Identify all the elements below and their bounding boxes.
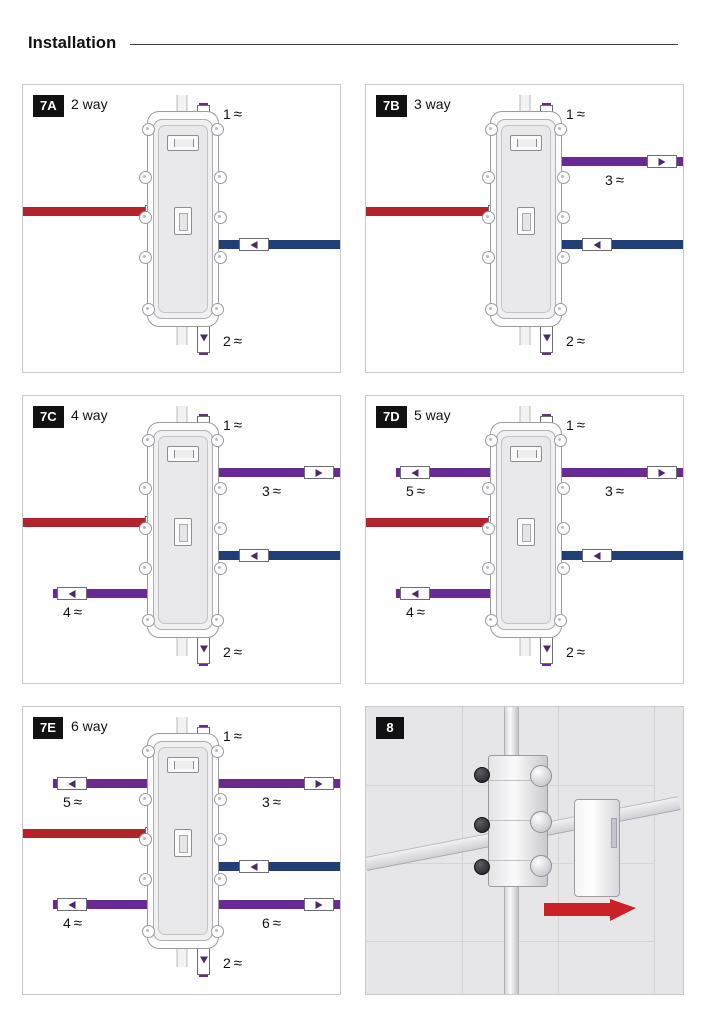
label-port-6-number: 6 — [262, 915, 270, 931]
panel-7a — [22, 84, 341, 373]
label-port-2-number: 2 — [566, 333, 574, 349]
label-port-4 — [63, 916, 81, 931]
panel-caption: 4 way — [71, 407, 108, 423]
label-port-1-number: 1 — [223, 728, 231, 744]
valve-cartridge — [510, 446, 542, 462]
mount-lug — [214, 873, 227, 886]
test-plug — [474, 767, 490, 783]
label-port-2-number: 2 — [223, 644, 231, 660]
wall-tile — [366, 941, 463, 995]
wave-icon: ≈ — [416, 604, 425, 621]
valve-knob — [174, 518, 192, 546]
arrow-outlet-6 — [304, 898, 334, 911]
valve-knob — [517, 207, 535, 235]
mount-lug — [485, 614, 498, 627]
mount-lug — [554, 123, 567, 136]
label-port-1 — [223, 107, 241, 122]
mount-lug — [214, 793, 227, 806]
outlet-port — [530, 855, 552, 877]
panel-row-1 — [22, 84, 684, 373]
panel-badge: 7E — [33, 717, 63, 739]
mount-lug — [557, 211, 570, 224]
valve-knob — [517, 518, 535, 546]
label-port-3-number: 3 — [605, 483, 613, 499]
mount-lug — [214, 251, 227, 264]
label-port-1-number: 1 — [566, 417, 574, 433]
pipe-cold-inlet — [219, 862, 341, 871]
arrow-left-icon — [69, 590, 76, 598]
valve-knob — [174, 829, 192, 857]
wave-icon: ≈ — [576, 106, 585, 123]
label-port-6 — [262, 916, 280, 931]
mount-lug — [482, 482, 495, 495]
arrow-outlet-4 — [57, 587, 87, 600]
wave-icon: ≈ — [576, 333, 585, 350]
panel-badge: 7B — [376, 95, 407, 117]
label-port-3 — [605, 173, 623, 188]
wave-icon: ≈ — [272, 915, 281, 932]
wave-icon: ≈ — [233, 644, 242, 661]
panel-badge: 7D — [376, 406, 407, 428]
label-port-2 — [223, 956, 241, 971]
arrow-outlet-3 — [304, 466, 334, 479]
label-port-1-number: 1 — [566, 106, 574, 122]
arrow-down-icon — [200, 335, 208, 342]
mount-lug — [482, 171, 495, 184]
mount-lug — [142, 123, 155, 136]
mount-lug — [139, 522, 152, 535]
arrow-outlet-3 — [647, 155, 677, 168]
mount-lug — [557, 482, 570, 495]
mount-lug — [482, 522, 495, 535]
arrow-left-icon — [251, 241, 258, 249]
mount-lug — [482, 562, 495, 575]
panel-badge: 7A — [33, 95, 64, 117]
valve-body — [139, 111, 225, 327]
wave-icon: ≈ — [615, 483, 624, 500]
label-port-4 — [63, 605, 81, 620]
wave-icon: ≈ — [73, 794, 82, 811]
mount-lug — [139, 211, 152, 224]
label-port-2 — [566, 645, 584, 660]
mount-lug — [554, 614, 567, 627]
cover-plate — [574, 799, 620, 897]
mount-lug — [142, 925, 155, 938]
label-port-3 — [605, 484, 623, 499]
valve-cartridge — [167, 135, 199, 151]
label-port-3-number: 3 — [605, 172, 613, 188]
arrow-down-icon — [200, 957, 208, 964]
page-title: Installation — [28, 33, 117, 52]
panel-7c — [22, 395, 341, 684]
mount-lug — [557, 251, 570, 264]
arrow-right-icon — [316, 780, 323, 788]
arrow-outlet-2 — [197, 945, 210, 975]
label-port-4 — [406, 605, 424, 620]
wall-tile — [558, 707, 655, 786]
label-port-4-number: 4 — [406, 604, 414, 620]
label-port-1 — [566, 418, 584, 433]
panel-row-2 — [22, 395, 684, 684]
label-port-3 — [262, 484, 280, 499]
arrow-left-icon — [251, 552, 258, 560]
panel-caption: 3 way — [414, 96, 451, 112]
label-port-5-number: 5 — [406, 483, 414, 499]
wave-icon: ≈ — [73, 915, 82, 932]
wave-icon: ≈ — [73, 604, 82, 621]
arrow-outlet-4 — [400, 587, 430, 600]
wave-icon: ≈ — [272, 794, 281, 811]
mount-lug — [485, 123, 498, 136]
mount-lug — [482, 211, 495, 224]
pipe-cold-inlet — [562, 551, 684, 560]
arrow-outlet-5 — [400, 466, 430, 479]
label-port-2 — [223, 645, 241, 660]
label-port-2-number: 2 — [566, 644, 574, 660]
wave-icon: ≈ — [233, 955, 242, 972]
panel-row-3 — [22, 706, 684, 995]
label-port-2-number: 2 — [223, 955, 231, 971]
panel-caption: 2 way — [71, 96, 108, 112]
mount-lug — [139, 482, 152, 495]
wave-icon: ≈ — [233, 417, 242, 434]
panel-grid — [22, 84, 684, 1017]
arrow-outlet-4 — [57, 898, 87, 911]
arrow-left-icon — [69, 780, 76, 788]
outlet-port — [530, 811, 552, 833]
wave-icon: ≈ — [233, 106, 242, 123]
mount-lug — [485, 303, 498, 316]
mount-lug — [211, 614, 224, 627]
wave-icon: ≈ — [233, 333, 242, 350]
wave-icon: ≈ — [576, 644, 585, 661]
valve-cartridge — [510, 135, 542, 151]
mount-lug — [554, 303, 567, 316]
arrow-outlet-2 — [540, 323, 553, 353]
wave-icon: ≈ — [233, 728, 242, 745]
panel-7b — [365, 84, 684, 373]
direction-arrow-icon — [544, 899, 636, 925]
arrow-right-icon — [316, 469, 323, 477]
label-port-5 — [63, 795, 81, 810]
panel-7e — [22, 706, 341, 995]
arrow-outlet-3 — [304, 777, 334, 790]
label-port-2 — [566, 334, 584, 349]
arrow-right-icon — [316, 901, 323, 909]
mount-lug — [214, 211, 227, 224]
arrow-cold-inlet — [239, 860, 269, 873]
mount-lug — [211, 745, 224, 758]
wall-tile — [366, 863, 463, 942]
label-port-1-number: 1 — [223, 106, 231, 122]
mount-lug — [214, 833, 227, 846]
arrow-right-icon — [659, 469, 666, 477]
arrow-down-icon — [543, 335, 551, 342]
mount-lug — [214, 522, 227, 535]
label-port-4-number: 4 — [63, 604, 71, 620]
arrow-outlet-2 — [197, 634, 210, 664]
header-divider — [130, 44, 678, 45]
arrow-cold-inlet — [582, 238, 612, 251]
wall-tile — [558, 941, 655, 995]
wave-icon: ≈ — [615, 172, 624, 189]
mount-lug — [211, 925, 224, 938]
arrow-outlet-2 — [197, 323, 210, 353]
pipe-cold-inlet — [219, 240, 341, 249]
mount-lug — [139, 873, 152, 886]
arrow-left-icon — [412, 590, 419, 598]
panel-caption: 5 way — [414, 407, 451, 423]
valve-body — [482, 111, 568, 327]
outlet-port — [530, 765, 552, 787]
pipe-cold-inlet — [219, 551, 341, 560]
label-port-3-number: 3 — [262, 483, 270, 499]
label-port-3 — [262, 795, 280, 810]
pipe-cold-inlet — [562, 240, 684, 249]
mount-lug — [139, 171, 152, 184]
label-port-1 — [223, 729, 241, 744]
mount-lug — [211, 303, 224, 316]
arrow-left-icon — [251, 863, 258, 871]
valve-knob — [174, 207, 192, 235]
mount-lug — [557, 171, 570, 184]
label-port-2 — [223, 334, 241, 349]
mount-lug — [211, 434, 224, 447]
mount-lug — [214, 562, 227, 575]
label-port-2-number: 2 — [223, 333, 231, 349]
mount-lug — [557, 562, 570, 575]
label-port-4-number: 4 — [63, 915, 71, 931]
arrow-down-icon — [543, 646, 551, 653]
label-port-1 — [223, 418, 241, 433]
test-plug — [474, 859, 490, 875]
arrow-down-icon — [200, 646, 208, 653]
valve-body — [482, 422, 568, 638]
arrow-cold-inlet — [582, 549, 612, 562]
arrow-left-icon — [69, 901, 76, 909]
panel-8 — [365, 706, 684, 995]
arrow-cold-inlet — [239, 238, 269, 251]
page-header — [28, 28, 678, 58]
mount-lug — [557, 522, 570, 535]
mount-lug — [139, 793, 152, 806]
label-port-1 — [566, 107, 584, 122]
mount-lug — [142, 614, 155, 627]
wave-icon: ≈ — [272, 483, 281, 500]
arrow-outlet-3 — [647, 466, 677, 479]
arrow-cold-inlet — [239, 549, 269, 562]
test-plug — [474, 817, 490, 833]
valve-cartridge — [167, 757, 199, 773]
panel-badge: 7C — [33, 406, 64, 428]
mount-lug — [142, 745, 155, 758]
label-port-5 — [406, 484, 424, 499]
mount-lug — [139, 833, 152, 846]
arrow-outlet-5 — [57, 777, 87, 790]
mount-lug — [139, 562, 152, 575]
arrow-right-icon — [659, 158, 666, 166]
arrow-left-icon — [412, 469, 419, 477]
mount-lug — [214, 482, 227, 495]
mount-lug — [142, 303, 155, 316]
panel-badge: 8 — [376, 717, 404, 739]
mount-lug — [554, 434, 567, 447]
mount-lug — [139, 251, 152, 264]
valve-body — [139, 733, 225, 949]
cover-hinge — [611, 818, 617, 848]
valve-cartridge — [167, 446, 199, 462]
label-port-1-number: 1 — [223, 417, 231, 433]
wave-icon: ≈ — [416, 483, 425, 500]
wave-icon: ≈ — [576, 417, 585, 434]
label-port-3-number: 3 — [262, 794, 270, 810]
arrow-left-icon — [594, 552, 601, 560]
panel-7d — [365, 395, 684, 684]
valve-body — [139, 422, 225, 638]
label-port-5-number: 5 — [63, 794, 71, 810]
mount-lug — [214, 171, 227, 184]
panel-caption: 6 way — [71, 718, 108, 734]
arrow-left-icon — [594, 241, 601, 249]
mount-lug — [211, 123, 224, 136]
mount-lug — [485, 434, 498, 447]
mount-lug — [142, 434, 155, 447]
arrow-outlet-2 — [540, 634, 553, 664]
mount-lug — [482, 251, 495, 264]
